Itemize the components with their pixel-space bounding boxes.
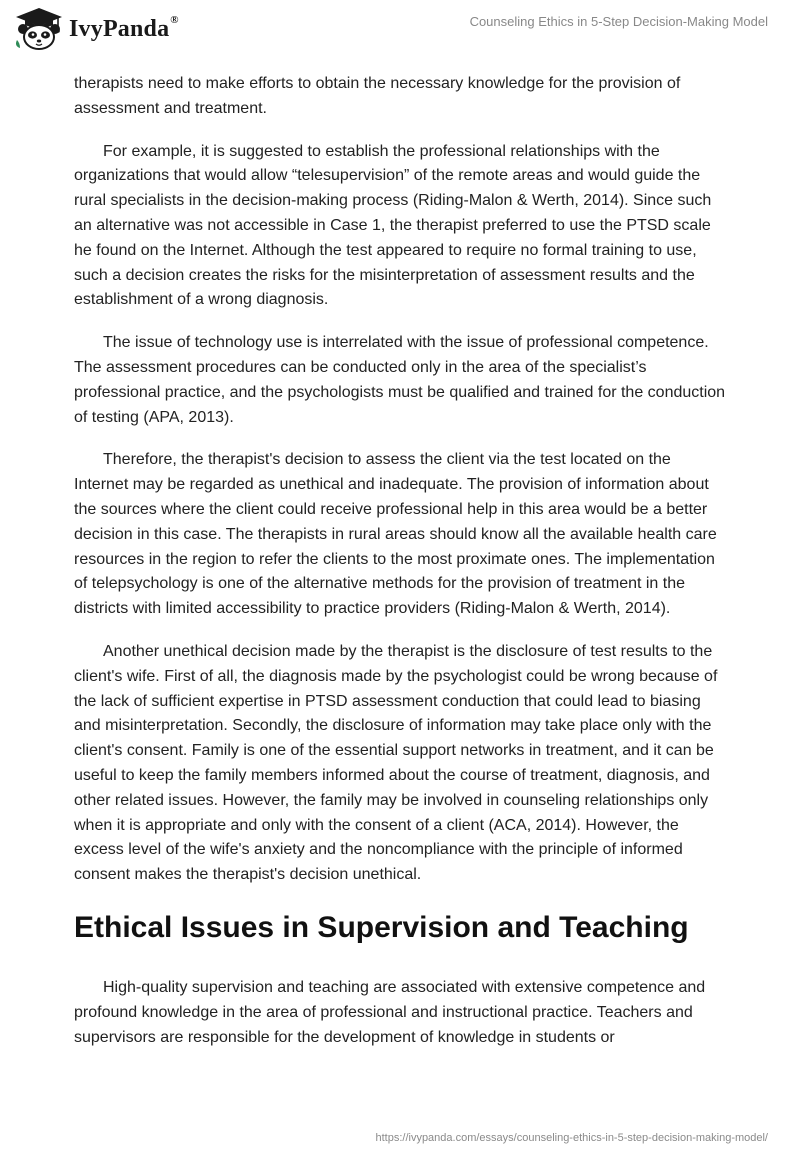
brand-name [69,13,179,43]
footer-url[interactable]: https://ivypanda.com/essays/counseling-ethics-in-5-step-decision-making-model/ [375,1132,768,1144]
paragraph: High-quality supervision and teaching are associated with extensive competence and profound knowledge in the area of professional and instructional practice. Teachers and supervisors are responsible for the development of knowledge in students or [74,978,706,1046]
page-header [0,0,800,70]
paragraph-continued: therapists need to make efforts to obtain the necessary knowledge for the provision of assessment and treatment. [74,75,681,117]
brand-name-text: IvyPanda [69,15,170,42]
brand-logo[interactable] [14,6,179,50]
document-title: Counseling Ethics in 5-Step Decision-Making Model [469,14,768,29]
paragraph: For example, it is suggested to establish the professional relationships with the organizations that would allow “telesupervision” of the remote areas and would guide the rural specialists in the decision-making process (Riding-Malon & Werth, 2014). Since such an alternative was not accessible in Case 1, the therapist preferred to use the PTSD scale he found on the Internet. Although the test appeared to require no formal training to use, such a decision creates the risks for the misinterpretation of assessment results and the establishment of a wrong diagnosis. [74,142,712,309]
paragraph: Therefore, the therapist's decision to assess the client via the test located on the Internet may be regarded as unethical and inadequate. The provision of information about the sources where the client could receive professional help in this area would be a better decision in this case. The therapists in rural areas should know all the available health care resources in the region to refer the clients to the most proximate ones. The implementation of telepsychology is one of the alternative methods for the provision of treatment in the districts with limited accessibility to practice providers (Riding-Malon & Werth, 2014). [74,451,717,618]
essay-body [74,72,726,1068]
paragraph: The issue of technology use is interrelated with the issue of professional competence. The assessment procedures can be conducted only in the area of the specialist’s professional practice, and the psychologists must be qualified and trained for the conduction of testing (APA, 2013). [74,334,726,426]
registered-mark: ® [170,13,179,26]
section-heading: Ethical Issues in Supervision and Teaching [74,910,689,944]
panda-graduate-icon [14,6,64,50]
paragraph: Another unethical decision made by the therapist is the disclosure of test results to the client's wife. First of all, the diagnosis made by the psychologist could be wrong because of the lack of sufficient expertise in PTSD assessment conduction that could lead to biasing and misinterpretation. Secondly, the disclosure of information may take place only with the client's consent. Family is one of the essential support networks in treatment, and it can be useful to keep the family members informed about the course of treatment, diagnosis, and other related issues. However, the family may be involved in counseling relationships only when it is appropriate and only with the consent of a client (ACA, 2014). However, the excess level of the wife's anxiety and the noncompliance with the principle of informed consent makes the therapist's decision unethical. [74,642,718,884]
